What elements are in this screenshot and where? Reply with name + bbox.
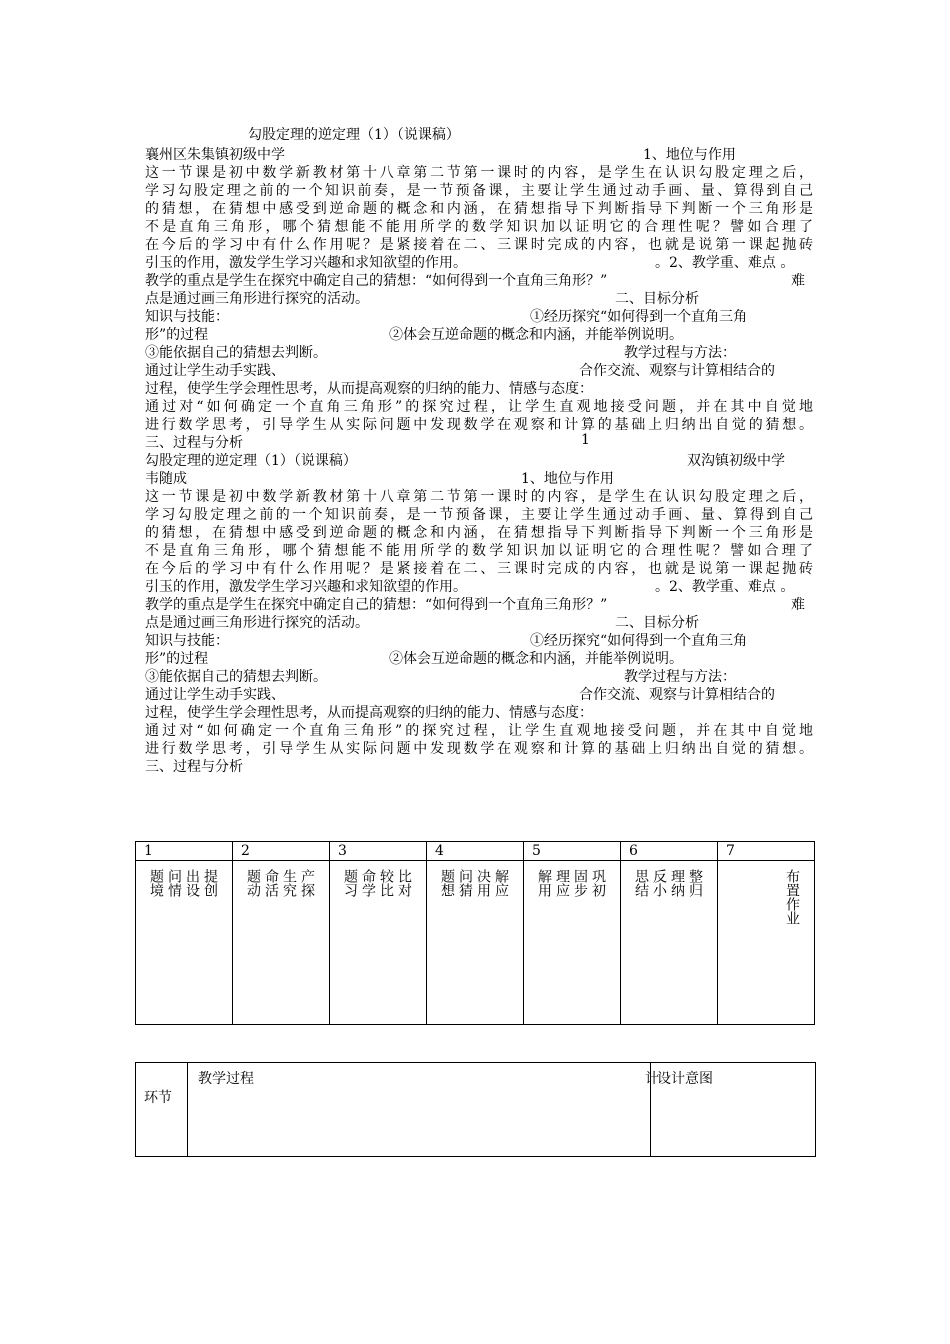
goal-text: ③能依据自己的猜想去判断。 xyxy=(145,345,327,361)
section-heading: 。2、教学重、难点 。 xyxy=(655,579,795,595)
paragraph-line: 不是直角三角形，哪个猜想能不能用所学的数学知识加以证明它的合理性呢？譬如合理了 xyxy=(145,219,813,235)
paragraph-line: 合作交流、观察与计算相结合的 xyxy=(579,363,775,379)
step-number: 5 xyxy=(524,842,621,861)
goal-text: ①经历探究“如何得到一个直角三角 xyxy=(530,309,748,325)
step-label: 命学 xyxy=(360,869,376,897)
goal-text: ②体会互逆命题的概念和内涵，并能举例说明。 xyxy=(389,327,683,343)
step-cell xyxy=(718,861,815,1025)
section-heading: 1、地位与作用 xyxy=(521,471,614,487)
paragraph-line: 合作交流、观察与计算相结合的 xyxy=(579,687,775,703)
step-label: 解用 xyxy=(536,869,552,897)
process-header: 教学过程 xyxy=(198,1071,254,1087)
step-label: 题动 xyxy=(245,869,261,897)
step-label: 题想 xyxy=(439,869,455,897)
knowledge-label: 知识与技能： xyxy=(145,633,229,649)
process-header-cell xyxy=(188,1063,651,1157)
difficulty-label: 难 xyxy=(791,597,805,613)
part1-block xyxy=(145,144,813,450)
process-method-label: 教学过程与方法： xyxy=(624,345,736,361)
goal-text: ①经历探究“如何得到一个直角三角 xyxy=(530,633,748,649)
step-label: 产探 xyxy=(299,869,315,897)
step-number: 2 xyxy=(233,842,330,861)
step-label: 题境 xyxy=(148,869,164,897)
goal-text: 形”的过程 xyxy=(145,327,209,343)
step-number: 3 xyxy=(330,842,427,861)
paragraph-line: 这一节课是初中数学新教材第十八章第二节第一课时的内容，是学生在认识勾股定理之后， xyxy=(145,489,813,505)
paragraph-line: 的猜想，在猜想中感受到逆命题的概念和内涵，在猜想指导下判断指导下判断一个三角形是 xyxy=(145,201,813,217)
key-point: 教学的重点是学生在探究中确定自己的猜想：“如何得到一个直角三角形？” xyxy=(145,597,608,613)
paragraph-line: 通过让学生动手实践、 xyxy=(145,687,285,703)
paragraph-line: 这一节课是初中数学新教材第十八章第二节第一课时的内容，是学生在认识勾股定理之后， xyxy=(145,165,813,181)
paragraph-line: 过程，使学生学会理性思考，从而提高观察的归纳的能力、情感与态度： xyxy=(145,381,593,397)
part2-block xyxy=(145,450,813,774)
step-label: 提创 xyxy=(202,869,218,897)
step-label: 巩初 xyxy=(590,869,606,897)
step-cell xyxy=(330,861,427,1025)
process-method-label: 教学过程与方法： xyxy=(624,669,736,685)
paragraph-line: 引玉的作用，激发学生学习兴趣和求知欲望的作用。 xyxy=(145,255,467,271)
paragraph-line: 不是直角三角形，哪个猜想能不能用所学的数学知识加以证明它的合理性呢？譬如合理了 xyxy=(145,543,813,559)
step-label: 理纳 xyxy=(669,869,685,897)
paragraph-line: 过程，使学生学会理性思考，从而提高观察的归纳的能力、情感与态度： xyxy=(145,705,593,721)
process-table xyxy=(135,1062,816,1157)
section-heading: 三、过程与分析 xyxy=(145,759,243,775)
paragraph-line: 学习勾股定理之前的一个知识前奏，是一节预备课，主要让学生通过动手画、量、算得到自己 xyxy=(145,507,813,523)
step-label: 出设 xyxy=(184,869,200,897)
segment-header-cell xyxy=(136,1063,188,1157)
section-heading: 二、目标分析 xyxy=(615,615,699,631)
step-number: 6 xyxy=(621,842,718,861)
paragraph-line: 的猜想，在猜想中感受到逆命题的概念和内涵，在猜想指导下判断指导下判断一个三角形是 xyxy=(145,525,813,541)
flow-table xyxy=(135,841,815,1025)
step-label: 解应 xyxy=(493,869,509,897)
step-cell xyxy=(233,861,330,1025)
segment-header: 环节 xyxy=(144,1090,172,1106)
step-cell xyxy=(136,861,233,1025)
paragraph-line: 通过对“如何确定一个直角三角形”的探究过程，让学生直观地接受问题，并在其中自觉地 xyxy=(145,723,813,739)
knowledge-label: 知识与技能： xyxy=(145,309,229,325)
step-label: 生究 xyxy=(281,869,297,897)
step-cell xyxy=(427,861,524,1025)
step-cell xyxy=(524,861,621,1025)
difficulty-label: 难 xyxy=(791,273,805,289)
section-heading: 三、过程与分析 xyxy=(145,435,243,451)
document-title: 勾股定理的逆定理（1）（说课稿） xyxy=(145,453,357,469)
intent-header-cell xyxy=(645,1063,816,1157)
step-label: 反小 xyxy=(651,869,667,897)
step-label: 理应 xyxy=(554,869,570,897)
author-line: 襄州区朱集镇初级中学 xyxy=(145,147,285,163)
step-number: 4 xyxy=(427,842,524,861)
goal-text: 形”的过程 xyxy=(145,651,209,667)
paragraph-line: 进行数学思考，引导学生从实际问题中发现数学在观察和计算的基础上归纳出自觉的猜想。 xyxy=(145,741,813,757)
step-label: 题习 xyxy=(342,869,358,897)
paragraph-line: 引玉的作用，激发学生学习兴趣和求知欲望的作用。 xyxy=(145,579,467,595)
section-heading: 1、地位与作用 xyxy=(643,147,736,163)
intent-header-overlap: 计 xyxy=(645,1071,659,1087)
paragraph-line: 在今后的学习中有什么作用呢？是紧接着在二、三课时完成的内容，也就是说第一课起抛砖 xyxy=(145,561,813,577)
step-label: 思结 xyxy=(633,869,649,897)
step-label: 较比 xyxy=(378,869,394,897)
step-label: 命活 xyxy=(263,869,279,897)
paragraph-line: 在今后的学习中有什么作用呢？是紧接着在二、三课时完成的内容，也就是说第一课起抛砖 xyxy=(145,237,813,253)
paragraph-line: 通过让学生动手实践、 xyxy=(145,363,285,379)
goal-text: ③能依据自己的猜想去判断。 xyxy=(145,669,327,685)
step-label: 布置作业 xyxy=(784,869,800,925)
difficulty-text: 点是通过画三角形进行探究的活动。 xyxy=(145,291,369,307)
step-label: 问情 xyxy=(166,869,182,897)
section-heading: 二、目标分析 xyxy=(615,291,699,307)
step-label: 决用 xyxy=(475,869,491,897)
step-label: 整归 xyxy=(687,869,703,897)
paragraph-line: 进行数学思考，引导学生从实际问题中发现数学在观察和计算的基础上归纳出自觉的猜想。 xyxy=(145,417,813,433)
step-label: 问猜 xyxy=(457,869,473,897)
step-number: 1 xyxy=(136,842,233,861)
difficulty-text: 点是通过画三角形进行探究的活动。 xyxy=(145,615,369,631)
step-number: 7 xyxy=(718,842,815,861)
page-number: 1 xyxy=(581,432,590,448)
goal-text: ②体会互逆命题的概念和内涵，并能举例说明。 xyxy=(389,651,683,667)
school-name: 双沟镇初级中学 xyxy=(687,453,785,469)
document-title: 勾股定理的逆定理（1）（说课稿） xyxy=(248,127,460,143)
paragraph-line: 学习勾股定理之前的一个知识前奏，是一节预备课，主要让学生通过动手画、量、算得到自己 xyxy=(145,183,813,199)
section-heading: 。2、教学重、难点 。 xyxy=(655,255,795,271)
step-label: 比对 xyxy=(396,869,412,897)
paragraph-line: 通过对“如何确定一个直角三角形”的探究过程，让学生直观地接受问题，并在其中自觉地 xyxy=(145,399,813,415)
author-name: 韦随成 xyxy=(145,471,187,487)
step-cell xyxy=(621,861,718,1025)
step-label: 固步 xyxy=(572,869,588,897)
intent-header: 设计意图 xyxy=(657,1071,713,1087)
key-point: 教学的重点是学生在探究中确定自己的猜想：“如何得到一个直角三角形？” xyxy=(145,273,608,289)
